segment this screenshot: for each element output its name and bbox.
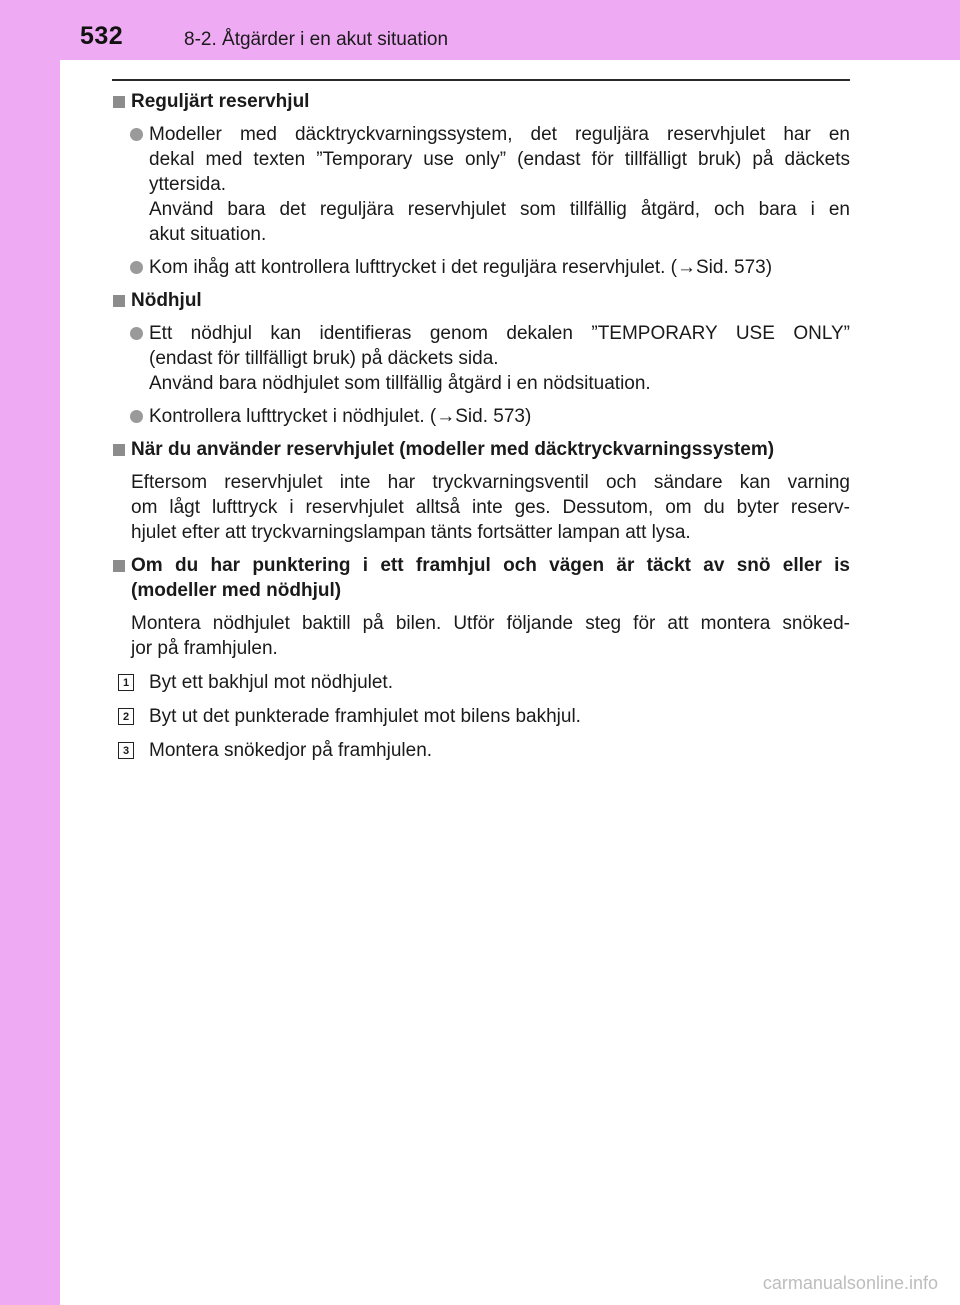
step-number-badge: 3: [118, 742, 134, 759]
text-line: jor på framhjulen.: [131, 638, 278, 659]
text-line: (modeller med nödhjul): [131, 580, 342, 601]
page-number: 532: [80, 22, 124, 50]
square-bullet-icon: [113, 96, 125, 108]
text-line: (endast för tillfälligt bruk) på däckets sida.: [149, 348, 499, 369]
text-line: Om du har punktering i ett framhjul och vägen är täckt av snö eller is: [131, 555, 850, 576]
heading-reguljart-reservhjul: Reguljärt reservhjul: [112, 89, 850, 114]
text-line: yttersida.: [149, 174, 227, 195]
page-content: [112, 89, 850, 772]
circle-bullet-icon: [130, 410, 143, 423]
watermark: carmanualsonline.info: [762, 1273, 938, 1293]
step-text: Montera snökedjor på framhjulen.: [149, 740, 433, 761]
text-line: Eftersom reservhjulet inte har tryckvarningsventil och sändare kan varning: [131, 472, 850, 493]
text-line: Montera nödhjulet baktill på bilen. Utför följande steg för att montera snöked-: [131, 613, 850, 634]
bullet-item: [112, 255, 850, 280]
step-text: Byt ut det punkterade framhjulet mot bilens bakhjul.: [149, 706, 581, 727]
bullet-item: [112, 404, 850, 429]
step-text: Byt ett bakhjul mot nödhjulet.: [149, 672, 393, 693]
bullet-item: [112, 122, 850, 247]
paragraph: [112, 611, 850, 661]
heading-nodhjul: Nödhjul: [112, 288, 850, 313]
text-line: Modeller med däcktryckvarningssystem, det reguljära reservhjulet har en: [149, 124, 850, 145]
text-line: Använd bara det reguljära reservhjulet som tillfällig åtgärd, och bara i en: [149, 199, 850, 220]
step-number-badge: 2: [118, 708, 134, 725]
text-line: hjulet efter att tryckvarningslampan tänts fortsätter lampan att lysa.: [131, 522, 691, 543]
text-line: Kontrollera lufttrycket i nödhjulet. (→Sid. 573): [149, 406, 532, 427]
text-line: dekal med texten ”Temporary use only” (endast för tillfälligt bruk) på däckets: [149, 149, 850, 170]
step-item: [112, 670, 850, 695]
header-rule: [112, 79, 850, 81]
square-bullet-icon: [113, 444, 125, 456]
text-line: Använd bara nödhjulet som tillfällig åtgärd i en nödsituation.: [149, 373, 651, 394]
step-item: [112, 704, 850, 729]
text-line: akut situation.: [149, 224, 267, 245]
heading-anvander-reservhjulet: När du använder reservhjulet (modeller med däcktryckvarningssystem): [112, 437, 850, 462]
step-number-badge: 1: [118, 674, 134, 691]
square-bullet-icon: [113, 295, 125, 307]
chapter-title: 8-2. Åtgärder i en akut situation: [184, 29, 449, 50]
text-line: om lågt lufttryck i reservhjulet alltså inte ges. Dessutom, om du byter reserv-: [131, 497, 850, 518]
step-item: [112, 738, 850, 763]
paragraph: [112, 470, 850, 545]
square-bullet-icon: [113, 560, 125, 572]
page-margin-band: [0, 0, 60, 1305]
bullet-item: [112, 321, 850, 396]
circle-bullet-icon: [130, 261, 143, 274]
circle-bullet-icon: [130, 128, 143, 141]
text-line: Kom ihåg att kontrollera lufttrycket i det reguljära reservhjulet. (→Sid. 573): [149, 257, 773, 278]
heading-punktering-framhjul: [112, 553, 850, 603]
circle-bullet-icon: [130, 327, 143, 340]
text-line: Ett nödhjul kan identifieras genom dekalen ”TEMPORARY USE ONLY”: [149, 323, 850, 344]
